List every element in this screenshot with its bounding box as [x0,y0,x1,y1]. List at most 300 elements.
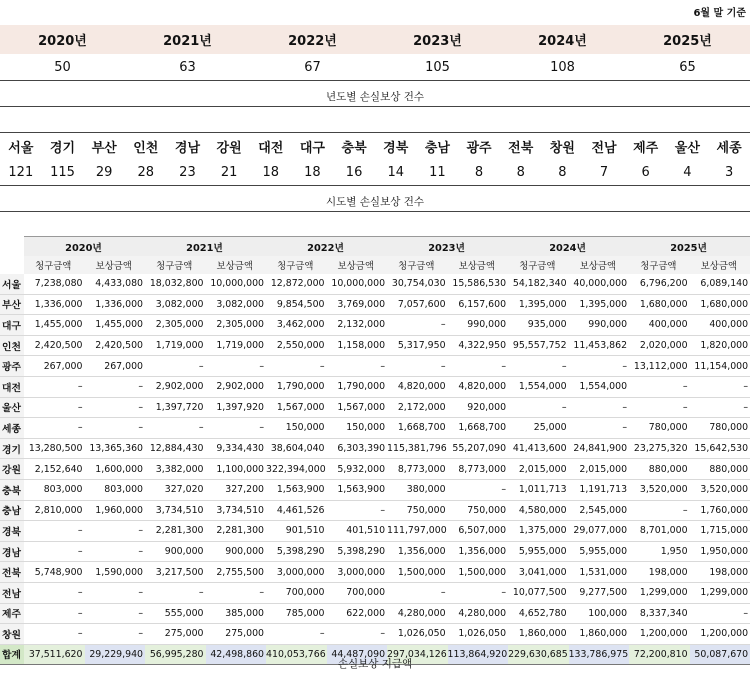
amount-cell: 400,000 [690,315,750,336]
region-header: 경남 [167,133,209,160]
region-count: 4 [667,159,709,186]
regional-count-table [0,132,750,186]
region-header: 강원 [208,133,250,160]
amount-cell: 1,299,000 [690,582,750,603]
amount-cell: – [24,397,85,418]
amount-cell: 25,000 [508,418,569,439]
amount-cell: – [690,376,750,397]
amount-row [0,603,750,624]
amount-cell: 2,420,500 [24,335,85,356]
amount-cell: 5,398,290 [327,541,388,562]
divider [0,106,750,107]
amount-cell: – [448,356,509,377]
amount-cell: 275,000 [206,624,267,645]
region-label: 울산 [0,397,24,418]
amount-row [0,376,750,397]
region-header: 경기 [42,133,84,160]
region-label: 부산 [0,294,24,315]
amount-cell: 920,000 [448,397,509,418]
amount-cell: 267,000 [24,356,85,377]
amount-cell: 8,773,000 [448,459,509,480]
amount-cell: 327,020 [145,479,206,500]
amount-cell: 3,000,000 [327,562,388,583]
region-count: 29 [83,159,125,186]
amount-cell: 1,860,000 [569,624,630,645]
amount-cell: 400,000 [629,315,690,336]
amount-cell: 1,500,000 [448,562,509,583]
region-label: 제주 [0,603,24,624]
total-amount-cell: 72,200,810 [629,644,690,665]
region-label: 인천 [0,335,24,356]
amount-cell: 100,000 [569,603,630,624]
amount-cell: 780,000 [629,418,690,439]
amount-cell: 4,580,000 [508,500,569,521]
amount-cell: 267,000 [85,356,146,377]
amount-cell: – [387,315,448,336]
region-count: 18 [292,159,334,186]
year-header: 2024년 [500,25,625,54]
region-count: 8 [458,159,500,186]
amount-row [0,294,750,315]
region-count: 11 [417,159,459,186]
amount-cell: 780,000 [690,418,750,439]
region-label: 충남 [0,500,24,521]
amount-row [0,582,750,603]
amount-cell: 24,841,900 [569,438,630,459]
amount-year-header: 2021년 [145,237,266,257]
amount-cell: 10,000,000 [327,274,388,294]
amount-cell: 55,207,090 [448,438,509,459]
amount-cell: 1,531,000 [569,562,630,583]
amount-cell: 9,854,500 [266,294,327,315]
amount-cell: – [24,521,85,542]
amount-cell: 12,872,000 [266,274,327,294]
paid-amount-header: 보상금액 [690,256,750,274]
paid-amount-header: 보상금액 [206,256,267,274]
amount-cell: 4,461,526 [266,500,327,521]
amount-cell: 1,567,000 [266,397,327,418]
amount-cell: 13,112,000 [629,356,690,377]
amount-row [0,356,750,377]
amount-cell: 41,413,600 [508,438,569,459]
amount-cell: – [85,397,146,418]
amount-cell: 3,734,510 [206,500,267,521]
amount-year-header: 2022년 [266,237,387,257]
amount-cell: 2,902,000 [206,376,267,397]
amount-row [0,418,750,439]
amount-row [0,274,750,294]
region-count: 18 [250,159,292,186]
region-header: 경북 [375,133,417,160]
region-count: 3 [708,159,750,186]
amount-cell: 385,000 [206,603,267,624]
amount-cell: 1,395,000 [569,294,630,315]
amount-cell: 1,554,000 [569,376,630,397]
amount-cell: 1,356,000 [448,541,509,562]
amount-cell: 8,701,000 [629,521,690,542]
amount-cell: 4,280,000 [387,603,448,624]
amount-cell: 901,510 [266,521,327,542]
amount-row [0,521,750,542]
amount-cell: 2,902,000 [145,376,206,397]
total-amount-cell: 133,786,975 [569,644,630,665]
amount-cell: 6,157,600 [448,294,509,315]
region-label: 광주 [0,356,24,377]
corner-cell [0,237,24,257]
amount-cell: 1,375,000 [508,521,569,542]
amount-cell: 3,462,000 [266,315,327,336]
amount-cell: 275,000 [145,624,206,645]
amount-cell: – [24,624,85,645]
region-count: 7 [583,159,625,186]
paid-amount-header: 보상금액 [327,256,388,274]
amount-cell: 1,500,000 [387,562,448,583]
year-header: 2023년 [375,25,500,54]
amount-cell: 380,000 [387,479,448,500]
amount-cell: 3,082,000 [206,294,267,315]
region-header: 인천 [125,133,167,160]
amount-cell: 1,026,050 [387,624,448,645]
region-label: 대전 [0,376,24,397]
amount-cell: 3,082,000 [145,294,206,315]
amount-cell: – [24,541,85,562]
amount-cell: – [24,603,85,624]
divider [0,211,750,212]
amount-cell: 5,748,900 [24,562,85,583]
amount-subheader-row [0,256,750,274]
amount-cell: 4,652,780 [508,603,569,624]
amount-year-row [0,237,750,257]
region-header: 서울 [0,133,42,160]
amount-cell: 38,604,040 [266,438,327,459]
amount-cell: 1,299,000 [629,582,690,603]
amount-row [0,315,750,336]
region-header: 창원 [542,133,584,160]
amount-row [0,397,750,418]
amount-cell: 1,680,000 [690,294,750,315]
amount-cell: 1,719,000 [206,335,267,356]
region-label: 경기 [0,438,24,459]
amount-cell: 5,932,000 [327,459,388,480]
amount-cell: – [85,603,146,624]
yearly-count-row [0,54,750,81]
amount-cell: – [327,500,388,521]
date-note: 6월 말 기준 [693,8,746,19]
amount-cell: 1,790,000 [266,376,327,397]
amount-cell: 401,510 [327,521,388,542]
amount-cell: 2,281,300 [206,521,267,542]
amount-cell: – [206,418,267,439]
amount-cell: 4,433,080 [85,274,146,294]
year-header: 2020년 [0,25,125,54]
amount-cell: 900,000 [145,541,206,562]
total-amount-cell: 44,487,090 [327,644,388,665]
region-count: 28 [125,159,167,186]
amount-cell: 95,557,752 [508,335,569,356]
amount-year-header: 2024년 [508,237,629,257]
amount-cell: 1,356,000 [387,541,448,562]
amount-cell: 2,810,000 [24,500,85,521]
amount-cell: 3,382,000 [145,459,206,480]
amount-cell: 1,336,000 [85,294,146,315]
year-header: 2021년 [125,25,250,54]
total-amount-cell: 297,034,126 [387,644,448,665]
region-header: 부산 [83,133,125,160]
amount-cell: – [387,356,448,377]
amount-cell: 10,077,500 [508,582,569,603]
amount-cell: – [206,356,267,377]
year-count: 108 [500,54,625,81]
compensation-amount-table [0,236,750,665]
amount-cell: 2,172,000 [387,397,448,418]
region-label: 창원 [0,624,24,645]
yearly-count-table [0,25,750,81]
amount-cell: 5,317,950 [387,335,448,356]
amount-cell: 322,394,000 [266,459,327,480]
amount-cell: 1,200,000 [629,624,690,645]
region-label: 서울 [0,274,24,294]
amount-cell: 803,000 [24,479,85,500]
year-count: 67 [250,54,375,81]
amount-cell: 1,715,000 [690,521,750,542]
amount-cell: 1,960,000 [85,500,146,521]
amount-cell: 15,642,530 [690,438,750,459]
amount-cell: 1,395,000 [508,294,569,315]
claim-amount-header: 청구금액 [387,256,448,274]
amount-cell: 1,760,000 [690,500,750,521]
amount-cell: – [24,582,85,603]
region-header: 충북 [333,133,375,160]
amount-cell: 622,000 [327,603,388,624]
amount-cell: 1,563,900 [327,479,388,500]
claim-amount-header: 청구금액 [24,256,85,274]
regional-header-row [0,133,750,160]
amount-year-header: 2020년 [24,237,145,257]
amount-cell: 1,563,900 [266,479,327,500]
amount-row [0,500,750,521]
amount-cell: 5,955,000 [569,541,630,562]
amount-cell: 111,797,000 [387,521,448,542]
amount-cell: – [448,479,509,500]
amount-cell: – [266,624,327,645]
year-count: 65 [625,54,750,81]
amount-cell: 1,668,700 [448,418,509,439]
amount-cell: – [569,418,630,439]
amount-cell: 8,773,000 [387,459,448,480]
amount-cell: 9,277,500 [569,582,630,603]
amount-cell: 2,420,500 [85,335,146,356]
amount-cell: 2,545,000 [569,500,630,521]
amount-cell: 3,769,000 [327,294,388,315]
amount-cell: – [629,500,690,521]
amount-cell: 1,790,000 [327,376,388,397]
amount-cell: 1,950 [629,541,690,562]
amount-cell: 990,000 [448,315,509,336]
amount-cell: 785,000 [266,603,327,624]
amount-cell: – [690,603,750,624]
amount-cell: 3,000,000 [266,562,327,583]
amount-cell: – [85,582,146,603]
amount-cell: 12,884,430 [145,438,206,459]
amount-cell: – [206,582,267,603]
amount-cell: 15,586,530 [448,274,509,294]
amount-row [0,459,750,480]
region-count: 21 [208,159,250,186]
amount-row [0,624,750,645]
amount-cell: 327,200 [206,479,267,500]
amount-cell: 3,217,500 [145,562,206,583]
amount-body [0,274,750,665]
amount-cell: – [508,356,569,377]
amount-cell: 1,820,000 [690,335,750,356]
total-amount-cell: 37,511,620 [24,644,85,665]
amount-cell: 7,238,080 [24,274,85,294]
region-header: 광주 [458,133,500,160]
amount-cell: 1,397,720 [145,397,206,418]
amount-cell: 1,026,050 [448,624,509,645]
amount-cell: 1,336,000 [24,294,85,315]
amount-cell: 1,600,000 [85,459,146,480]
claim-amount-header: 청구금액 [629,256,690,274]
amount-cell: 6,796,200 [629,274,690,294]
region-label: 강원 [0,459,24,480]
amount-cell: 6,089,140 [690,274,750,294]
amount-cell: 11,154,000 [690,356,750,377]
amount-cell: – [448,582,509,603]
amount-row [0,541,750,562]
amount-cell: 11,453,862 [569,335,630,356]
amount-cell: 1,719,000 [145,335,206,356]
amount-cell: 1,680,000 [629,294,690,315]
region-count: 115 [42,159,84,186]
amount-cell: 700,000 [266,582,327,603]
region-count: 14 [375,159,417,186]
amount-cell: – [145,418,206,439]
amount-cell: – [629,376,690,397]
amount-cell: – [85,376,146,397]
amount-cell: 1,200,000 [690,624,750,645]
total-amount-cell: 56,995,280 [145,644,206,665]
amount-cell: 1,158,000 [327,335,388,356]
year-header: 2025년 [625,25,750,54]
amount-row [0,562,750,583]
region-count: 8 [500,159,542,186]
amount-cell: – [145,582,206,603]
amount-cell: 4,322,950 [448,335,509,356]
amount-cell: – [24,376,85,397]
amount-cell: 29,077,000 [569,521,630,542]
amount-cell: 900,000 [206,541,267,562]
amount-cell: 3,041,000 [508,562,569,583]
year-count: 50 [0,54,125,81]
region-count: 8 [542,159,584,186]
region-count: 16 [333,159,375,186]
amount-cell: 1,668,700 [387,418,448,439]
amount-cell: 2,281,300 [145,521,206,542]
region-count: 121 [0,159,42,186]
amount-cell: 150,000 [266,418,327,439]
region-label: 경북 [0,521,24,542]
amount-cell: 1,567,000 [327,397,388,418]
region-header: 전북 [500,133,542,160]
amount-cell: 1,950,000 [690,541,750,562]
total-amount-cell: 113,864,920 [448,644,509,665]
amount-cell: 1,100,000 [206,459,267,480]
amount-cell: – [327,356,388,377]
year-header: 2022년 [250,25,375,54]
regional-caption: 시도별 손실보상 건수 [326,196,424,208]
amount-cell: 2,305,000 [206,315,267,336]
amount-cell: 1,191,713 [569,479,630,500]
paid-amount-header: 보상금액 [448,256,509,274]
amount-cell: 3,520,000 [690,479,750,500]
total-amount-cell: 410,053,766 [266,644,327,665]
year-count: 105 [375,54,500,81]
amount-cell: 1,397,920 [206,397,267,418]
region-label: 경남 [0,541,24,562]
amount-cell: 8,337,340 [629,603,690,624]
amount-cell: 1,554,000 [508,376,569,397]
region-header: 울산 [667,133,709,160]
region-count: 6 [625,159,667,186]
amount-cell: 555,000 [145,603,206,624]
amount-cell: 13,365,360 [85,438,146,459]
amount-cell: 54,182,340 [508,274,569,294]
amount-cell: – [266,356,327,377]
amount-cell: 18,032,800 [145,274,206,294]
amount-cell: 880,000 [629,459,690,480]
total-amount-cell: 50,087,670 [690,644,750,665]
region-label: 전북 [0,562,24,583]
region-header: 충남 [417,133,459,160]
amount-cell: 2,020,000 [629,335,690,356]
amount-cell: – [85,418,146,439]
amount-row [0,479,750,500]
amount-cell: 990,000 [569,315,630,336]
amount-cell: 1,455,000 [24,315,85,336]
amount-cell: 880,000 [690,459,750,480]
region-label: 전남 [0,582,24,603]
region-header: 제주 [625,133,667,160]
amount-cell: 2,132,000 [327,315,388,336]
amount-year-header: 2023년 [387,237,508,257]
total-amount-cell: 42,498,860 [206,644,267,665]
amount-cell: 4,820,000 [448,376,509,397]
amount-row [0,438,750,459]
amount-cell: 2,015,000 [508,459,569,480]
amount-year-header: 2025년 [629,237,750,257]
amount-cell: – [508,397,569,418]
amount-cell: – [629,397,690,418]
region-label: 대구 [0,315,24,336]
regional-count-row [0,159,750,186]
yearly-caption: 년도별 손실보상 건수 [326,91,424,103]
total-amount-cell: 229,630,685 [508,644,569,665]
amount-cell: 1,590,000 [85,562,146,583]
amount-cell: 6,507,000 [448,521,509,542]
amount-cell: 13,280,500 [24,438,85,459]
region-header: 세종 [708,133,750,160]
amount-cell: – [24,418,85,439]
amount-caption: 손실보상 지급액 [337,658,413,670]
amount-cell: 150,000 [327,418,388,439]
amount-cell: 30,754,030 [387,274,448,294]
claim-amount-header: 청구금액 [508,256,569,274]
amount-cell: 1,011,713 [508,479,569,500]
amount-cell: 4,820,000 [387,376,448,397]
amount-cell: 5,398,290 [266,541,327,562]
amount-cell: – [569,356,630,377]
